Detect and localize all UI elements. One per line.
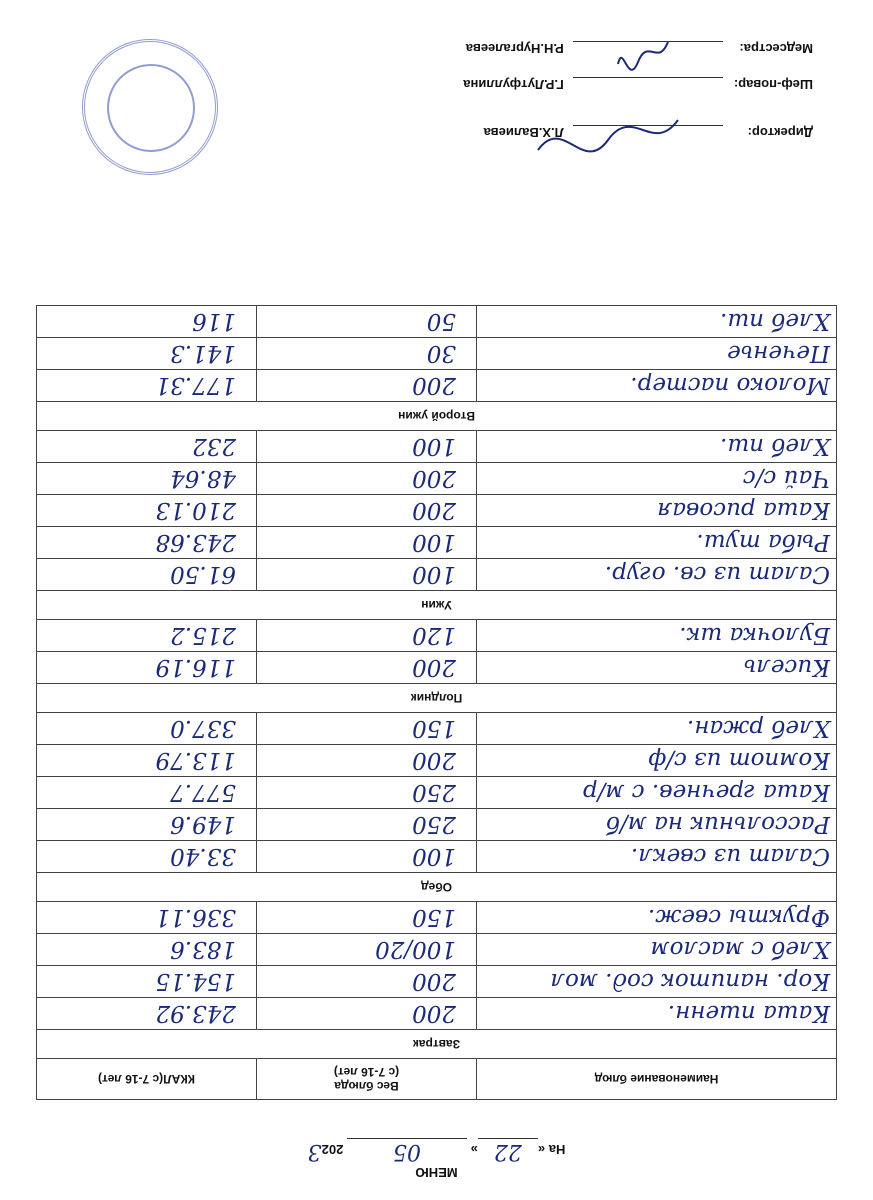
dish-weight: 100 <box>257 527 477 559</box>
dish-name: Салат из свекл. <box>477 841 837 873</box>
date-day: 22 <box>478 1138 538 1164</box>
dish-kcal: 33.40 <box>37 841 257 873</box>
dish-kcal: 243.68 <box>37 527 257 559</box>
section-row <box>37 1030 837 1059</box>
dish-name: Фрукты свеж. <box>477 902 837 934</box>
menu-row <box>37 370 837 402</box>
dish-weight: 200 <box>257 652 477 684</box>
dish-name: Каша пшенн. <box>477 998 837 1030</box>
dish-weight: 100 <box>257 841 477 873</box>
dish-weight: 200 <box>257 495 477 527</box>
date-month: 05 <box>347 1138 467 1164</box>
dish-kcal: 61.50 <box>37 559 257 591</box>
menu-row <box>37 841 837 873</box>
dish-name: Печенье <box>477 338 837 370</box>
nurse-handwritten-signature <box>613 32 673 72</box>
menu-row <box>37 463 837 495</box>
menu-row <box>37 745 837 777</box>
nurse-label: Медсестра: <box>739 41 813 56</box>
dish-kcal: 577.7 <box>37 777 257 809</box>
dish-weight: 100 <box>257 559 477 591</box>
menu-row <box>37 777 837 809</box>
dish-weight: 50 <box>257 306 477 338</box>
director-handwritten-signature <box>533 100 683 160</box>
dish-name: Хлеб пш. <box>477 431 837 463</box>
dish-weight: 150 <box>257 902 477 934</box>
menu-row <box>37 809 837 841</box>
dish-weight: 200 <box>257 463 477 495</box>
menu-row <box>37 559 837 591</box>
official-stamp <box>82 39 218 175</box>
menu-table <box>36 305 837 1100</box>
director-label: Директор: <box>747 125 813 140</box>
dish-kcal: 48.64 <box>37 463 257 495</box>
dish-kcal: 177.31 <box>37 370 257 402</box>
dish-kcal: 336.11 <box>37 902 257 934</box>
dish-kcal: 154.15 <box>37 966 257 998</box>
dish-name: Кисель <box>477 652 837 684</box>
dish-weight: 200 <box>257 966 477 998</box>
section-row <box>37 873 837 902</box>
dish-weight: 100/20 <box>257 934 477 966</box>
date-prefix: На « <box>537 1142 566 1157</box>
column-header-weight: Вес блюда (с 7-16 лет) <box>257 1059 477 1100</box>
table-header-row <box>37 1059 837 1100</box>
date-year-prefix: 202 <box>321 1142 344 1157</box>
dish-weight: 100 <box>257 431 477 463</box>
dish-weight: 250 <box>257 809 477 841</box>
menu-row <box>37 902 837 934</box>
dish-weight: 200 <box>257 998 477 1030</box>
nurse-name: Р.Н.Нургалеева <box>465 41 564 56</box>
dish-name: Молоко пастер. <box>477 370 837 402</box>
signature-line <box>573 77 723 92</box>
dish-kcal: 243.92 <box>37 998 257 1030</box>
menu-body <box>37 306 837 1059</box>
menu-row <box>37 652 837 684</box>
menu-row <box>37 306 837 338</box>
menu-row <box>37 966 837 998</box>
chef-label: Шеф-повар: <box>733 77 813 92</box>
dish-kcal: 232 <box>37 431 257 463</box>
column-header-name: Наименование блюд <box>477 1059 837 1100</box>
dish-name: Булочка шк. <box>477 620 837 652</box>
dish-name: Хлеб пш. <box>477 306 837 338</box>
dish-kcal: 210.13 <box>37 495 257 527</box>
dish-name: Салат из св. огур. <box>477 559 837 591</box>
director-name: Л.Х.Валиева <box>483 125 564 140</box>
dish-weight: 200 <box>257 745 477 777</box>
section-title: Полдник <box>37 684 837 713</box>
dish-weight: 30 <box>257 338 477 370</box>
dish-kcal: 141.3 <box>37 338 257 370</box>
dish-kcal: 215.2 <box>37 620 257 652</box>
dish-weight: 150 <box>257 713 477 745</box>
menu-title: МЕНЮ <box>415 1165 458 1180</box>
dish-kcal: 116 <box>37 306 257 338</box>
section-title: Завтрак <box>37 1030 837 1059</box>
section-row <box>37 402 837 431</box>
section-row <box>37 591 837 620</box>
section-row <box>37 684 837 713</box>
dish-weight: 250 <box>257 777 477 809</box>
date-year-suffix: 3 <box>307 1139 322 1164</box>
dish-name: Компот из с/ф <box>477 745 837 777</box>
dish-kcal: 337.0 <box>37 713 257 745</box>
menu-row <box>37 431 837 463</box>
chef-name: Г.Р.Лутфуллина <box>463 77 564 92</box>
menu-row <box>37 713 837 745</box>
menu-row <box>37 998 837 1030</box>
dish-name: Хлеб с маслом <box>477 934 837 966</box>
menu-row <box>37 338 837 370</box>
date-mid: » <box>470 1142 478 1157</box>
menu-row <box>37 495 837 527</box>
section-title: Обед <box>37 873 837 902</box>
dish-name: Рассольник на м/б <box>477 809 837 841</box>
dish-name: Каша гречнев. с м/р <box>477 777 837 809</box>
menu-date <box>0 1138 873 1164</box>
dish-kcal: 116.19 <box>37 652 257 684</box>
dish-name: Рыба туш. <box>477 527 837 559</box>
menu-row <box>37 934 837 966</box>
dish-name: Чай с/с <box>477 463 837 495</box>
section-title: Ужин <box>37 591 837 620</box>
menu-row <box>37 620 837 652</box>
dish-name: Каша рисовая <box>477 495 837 527</box>
dish-name: Хлеб ржан. <box>477 713 837 745</box>
dish-kcal: 149.6 <box>37 809 257 841</box>
menu-row <box>37 527 837 559</box>
section-title: Второй ужин <box>37 402 837 431</box>
dish-weight: 200 <box>257 370 477 402</box>
dish-weight: 120 <box>257 620 477 652</box>
dish-kcal: 113.79 <box>37 745 257 777</box>
dish-kcal: 183.6 <box>37 934 257 966</box>
dish-name: Кор. напиток сод. мол <box>477 966 837 998</box>
column-header-kcal: ККАЛ(с 7-16 лет) <box>37 1059 257 1100</box>
